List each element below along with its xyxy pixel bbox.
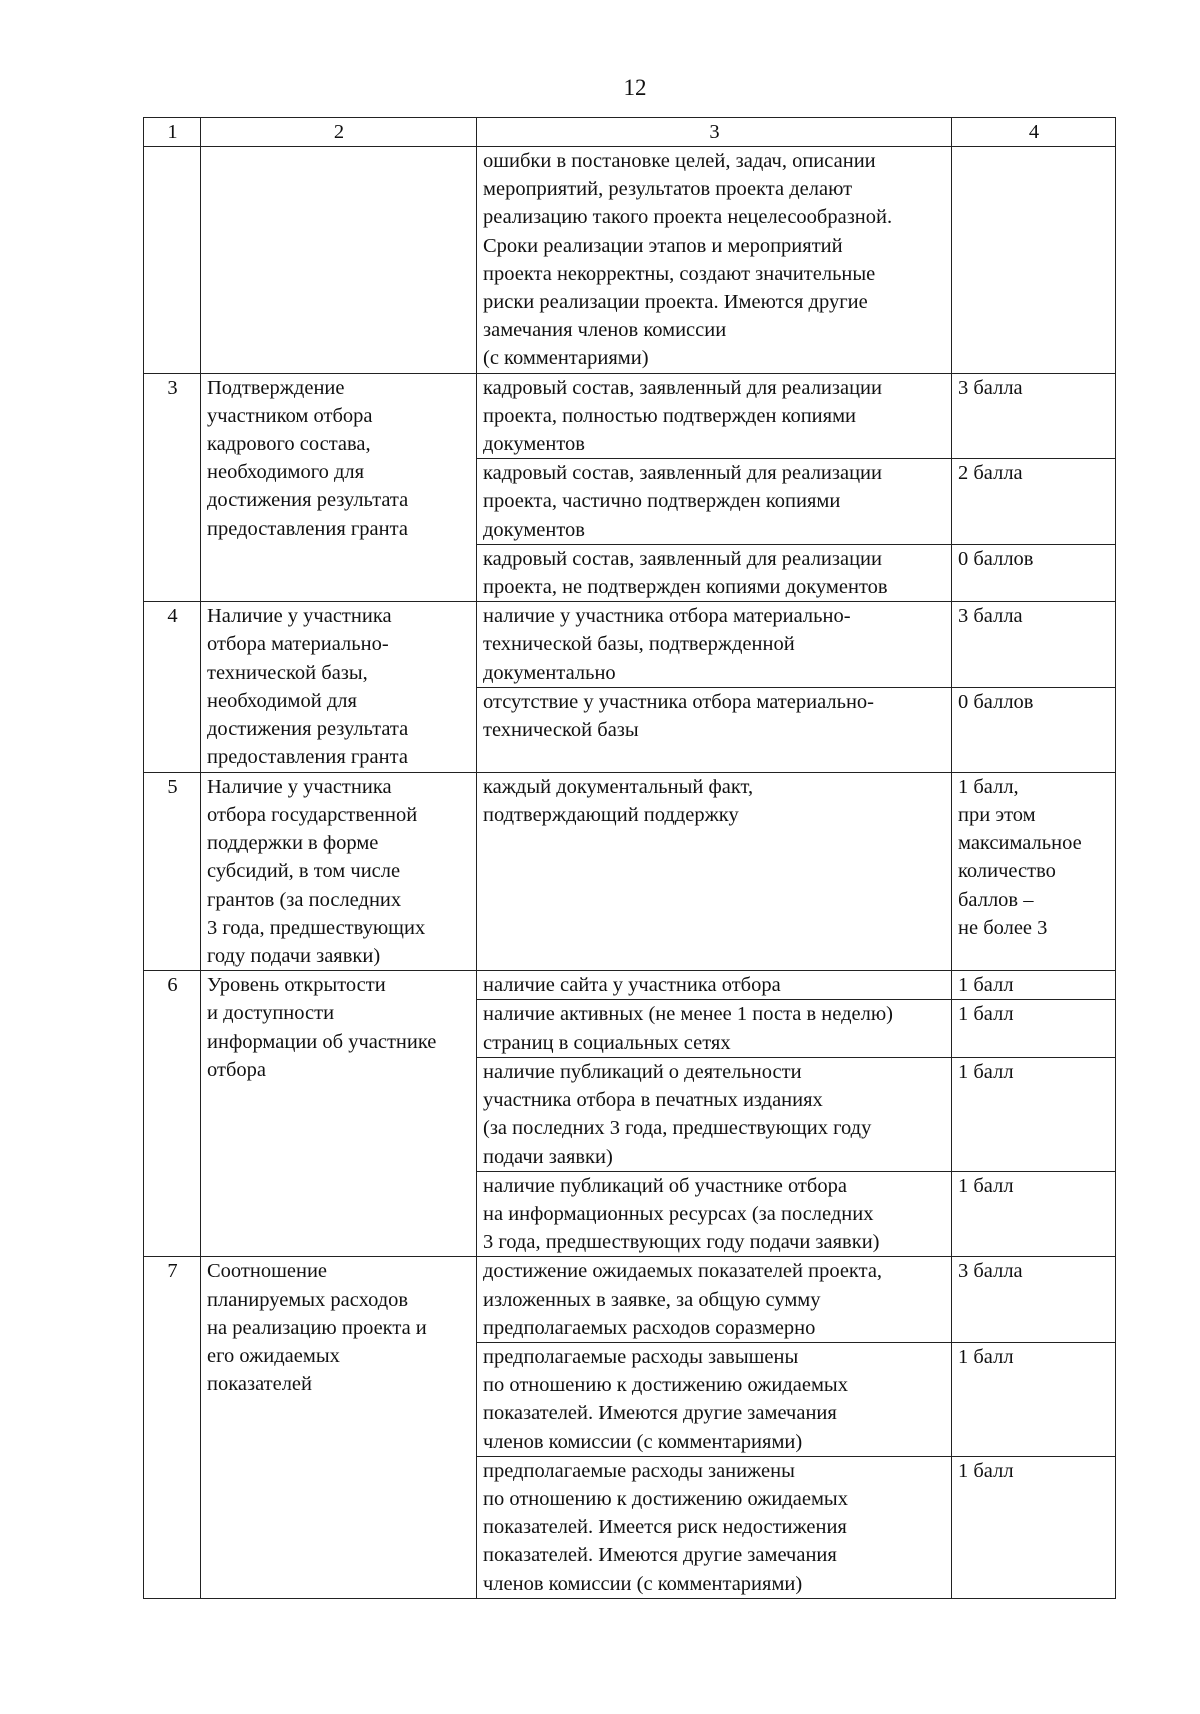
row-number: 3 [144, 373, 201, 602]
header-col-1: 1 [144, 118, 201, 147]
row-number: 7 [144, 1257, 201, 1598]
variant-cell: каждый документальный факт, подтверждающий поддержку [477, 772, 952, 970]
variant-cell: ошибки в постановке целей, задач, описании мероприятий, результатов проекта делают реализацию такого проекта нецелесообразной. Сроки реализации этапов и мероприятий проекта некорректны, создают значительные риски реализации проекта. Имеются другие замечания членов комиссии (с комментариями) [477, 147, 952, 374]
variant-cell: предполагаемые расходы завышены по отношению к достижению ожидаемых показателей. Имеются другие замечания членов комиссии (с комментариями) [477, 1342, 952, 1456]
table-row [144, 772, 1116, 970]
criterion-cell: Уровень открытости и доступности информации об участнике отбора [201, 971, 477, 1257]
header-col-3: 3 [477, 118, 952, 147]
score-cell: 1 балл [952, 971, 1116, 1000]
variant-cell: кадровый состав, заявленный для реализации проекта, не подтвержден копиями документов [477, 544, 952, 601]
criterion-cell: Подтверждение участником отбора кадрового состава, необходимого для достижения результата предоставления гранта [201, 373, 477, 602]
table-row [144, 971, 1116, 1000]
score-cell: 1 балл [952, 1342, 1116, 1456]
variant-cell: отсутствие у участника отбора материально- технической базы [477, 687, 952, 772]
score-cell: 1 балл [952, 1000, 1116, 1057]
variant-cell: кадровый состав, заявленный для реализации проекта, частично подтвержден копиями документов [477, 459, 952, 545]
criterion-cell: Соотношение планируемых расходов на реализацию проекта и его ожидаемых показателей [201, 1257, 477, 1598]
score-cell: 3 балла [952, 373, 1116, 459]
variant-cell: наличие сайта у участника отбора [477, 971, 952, 1000]
criteria-table [143, 117, 1116, 1599]
row-number: 6 [144, 971, 201, 1257]
score-cell: 3 балла [952, 602, 1116, 688]
row-number: 5 [144, 772, 201, 970]
header-col-4: 4 [952, 118, 1116, 147]
row-number [144, 147, 201, 374]
variant-cell: предполагаемые расходы занижены по отношению к достижению ожидаемых показателей. Имеется риск недостижения показателей. Имеются другие замечания членов комиссии (с комментариями) [477, 1456, 952, 1598]
score-cell: 1 балл [952, 1057, 1116, 1171]
criterion-cell: Наличие у участника отбора материально- технической базы, необходимой для достижения результата предоставления гранта [201, 602, 477, 773]
criterion-cell [201, 147, 477, 374]
row-number: 4 [144, 602, 201, 773]
table-row [144, 1257, 1116, 1343]
table-row [144, 602, 1116, 688]
table-row [144, 373, 1116, 459]
header-col-2: 2 [201, 118, 477, 147]
score-cell: 0 баллов [952, 687, 1116, 772]
criterion-cell: Наличие у участника отбора государственной поддержки в форме субсидий, в том числе грантов (за последних 3 года, предшествующих году подачи заявки) [201, 772, 477, 970]
score-cell: 2 балла [952, 459, 1116, 545]
header-row [144, 118, 1116, 147]
score-cell [952, 147, 1116, 374]
score-cell: 1 балл, при этом максимальное количество баллов – не более 3 [952, 772, 1116, 970]
table-row [144, 147, 1116, 374]
variant-cell: кадровый состав, заявленный для реализации проекта, полностью подтвержден копиями документов [477, 373, 952, 459]
variant-cell: наличие активных (не менее 1 поста в неделю) страниц в социальных сетях [477, 1000, 952, 1057]
table-body [144, 147, 1116, 1599]
score-cell: 1 балл [952, 1456, 1116, 1598]
page-number: 12 [623, 75, 647, 100]
table-header [144, 118, 1116, 147]
score-cell: 0 баллов [952, 544, 1116, 601]
score-cell: 3 балла [952, 1257, 1116, 1343]
variant-cell: достижение ожидаемых показателей проекта, изложенных в заявке, за общую сумму предполагаемых расходов соразмерно [477, 1257, 952, 1343]
variant-cell: наличие у участника отбора материально- технической базы, подтвержденной документально [477, 602, 952, 688]
score-cell: 1 балл [952, 1171, 1116, 1257]
variant-cell: наличие публикаций об участнике отбора на информационных ресурсах (за последних 3 года, предшествующих году подачи заявки) [477, 1171, 952, 1257]
variant-cell: наличие публикаций о деятельности участника отбора в печатных изданиях (за последних 3 года, предшествующих году подачи заявки) [477, 1057, 952, 1171]
